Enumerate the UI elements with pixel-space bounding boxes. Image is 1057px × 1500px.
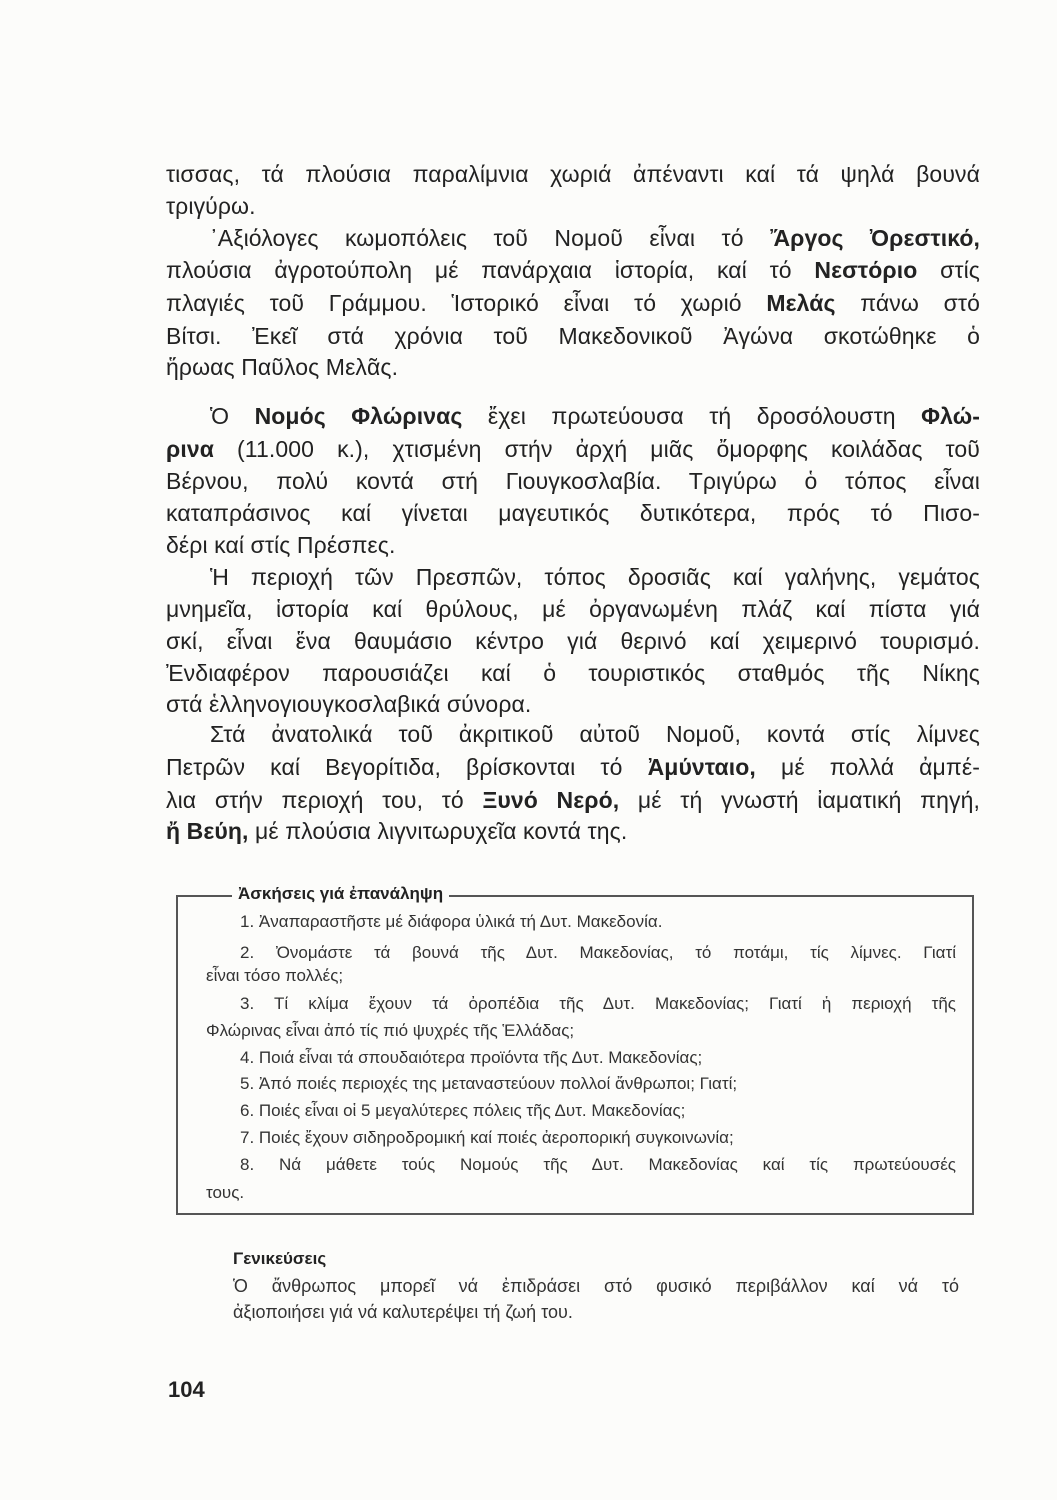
generalizations-text: Ὁ ἄνθρωπος μπορεῖ νά ἐπιδράσει στό φυσικό περιβάλλον καί νά τό (233, 1276, 959, 1296)
text-line: μνημεῖα, ἱστορία καί θρύλους, μέ ὀργανωμένη πλάζ καί πίστα γιά (166, 596, 980, 622)
exercise-item: 8. Νά μάθετε τούς Νομούς τῆς Δυτ. Μακεδονίας καί τίς πρωτεύουσές (240, 1155, 956, 1174)
exercise-item: 4. Ποιά εἶναι τά σπουδαιότερα προϊόντα τῆς Δυτ. Μακεδονίας; (240, 1048, 703, 1067)
text-line: Βέρνου, πολύ κοντά στή Γιουγκοσλαβία. Τριγύρω ὁ τόπος εἶναι (166, 468, 980, 494)
exercise-item-cont: εἶναι τόσο πολλές; (206, 966, 344, 985)
page-number: 104 (168, 1377, 205, 1402)
text-line: Ὁ Νομός Φλώρινας ἔχει πρωτεύουσα τή δροσόλουστη Φλώ- (210, 403, 980, 429)
exercise-item: 3. Τί κλίμα ἔχουν τά ὀροπέδια τῆς Δυτ. Μακεδονίας; Γιατί ἡ περιοχή τῆς (240, 994, 956, 1013)
exercise-item: 1. Ἀναπαραστῆστε μέ διάφορα ὑλικά τή Δυτ. Μακεδονία. (240, 912, 663, 931)
text-line: στά ἑλληνογιουγκοσλαβικά σύνορα. (166, 691, 532, 717)
exercises-title: Ἀσκήσεις γιά ἐπανάληψη (232, 881, 449, 907)
text-line: Βίτσι. Ἐκεῖ στά χρόνια τοῦ Μακεδονικοῦ Ἀγώνα σκοτώθηκε ὁ (166, 323, 980, 349)
text-line: δέρι καί στίς Πρέσπες. (166, 532, 396, 558)
text-line: ἤ Βεύη, μέ πλούσια λιγνιτωρυχεῖα κοντά της. (166, 818, 628, 844)
text-line: λια στήν περιοχή του, τό Ξυνό Νερό, μέ τή γνωστή ἰαματική πηγή, (166, 787, 980, 813)
exercise-item-cont: τους. (206, 1183, 245, 1202)
text-line: ᾿Αξιόλογες κωμοπόλεις τοῦ Νομοῦ εἶναι τό Ἄργος Ὀρεστικό, (210, 225, 980, 251)
text-line: ρινα (11.000 κ.), χτισμένη στήν ἀρχή μιᾶς ὄμορφης κοιλάδας τοῦ (166, 436, 980, 462)
text-line: Στά ἀνατολικά τοῦ ἀκριτικοῦ αὐτοῦ Νομοῦ, κοντά στίς λίμνες (210, 721, 980, 747)
text-line: καταπράσινος καί γίνεται μαγευτικός δυτικότερα, πρός τό Πισο- (166, 500, 980, 526)
text-line: Ἡ περιοχή τῶν Πρεσπῶν, τόπος δροσιᾶς καί γαλήνης, γεμάτος (210, 564, 980, 590)
generalizations-text: ἀξιοποιήσει γιά νά καλυτερέψει τή ζωή του. (233, 1302, 573, 1322)
text-line: πλούσια ἀγροτούπολη μέ πανάρχαια ἱστορία, καί τό Νεστόριο στίς (166, 257, 980, 283)
exercise-item: 2. Ὀνομάστε τά βουνά τῆς Δυτ. Μακεδονίας, τό ποτάμι, τίς λίμνες. Γιατί (240, 943, 956, 962)
generalizations-title: Γενικεύσεις (233, 1249, 327, 1268)
exercise-item: 7. Ποιές ἔχουν σιδηροδρομική καί ποιές ἀεροπορική συγκοινωνία; (240, 1128, 734, 1147)
text-line: Ἐνδιαφέρον παρουσιάζει καί ὁ τουριστικός σταθμός τῆς Νίκης (166, 660, 980, 686)
text-line: πλαγιές τοῦ Γράμμου. Ἱστορικό εἶναι τό χωριό Μελάς πάνω στό (166, 290, 980, 316)
exercise-item-cont: Φλώρινας εἶναι ἀπό τίς πιό ψυχρές τῆς Ἑλλάδας; (206, 1021, 575, 1040)
exercise-item: 6. Ποιές εἶναι οἱ 5 μεγαλύτερες πόλεις τῆς Δυτ. Μακεδονίας; (240, 1101, 686, 1120)
exercise-item: 5. Ἀπό ποιές περιοχές της μεταναστεύουν πολλοί ἄνθρωποι; Γιατί; (240, 1074, 738, 1093)
text-line: τριγύρω. (166, 193, 256, 219)
text-line: ἥρωας Παῦλος Μελᾶς. (166, 354, 399, 380)
text-line: Πετρῶν καί Βεγορίτιδα, βρίσκονται τό Ἀμύνταιο, μέ πολλά ἀμπέ- (166, 754, 980, 780)
text-line: τισσας, τά πλούσια παραλίμνια χωριά ἀπέναντι καί τά ψηλά βουνά (166, 161, 980, 187)
text-line: σκί, εἶναι ἕνα θαυμάσιο κέντρο γιά θερινό καί χειμερινό τουρισμό. (166, 628, 980, 654)
